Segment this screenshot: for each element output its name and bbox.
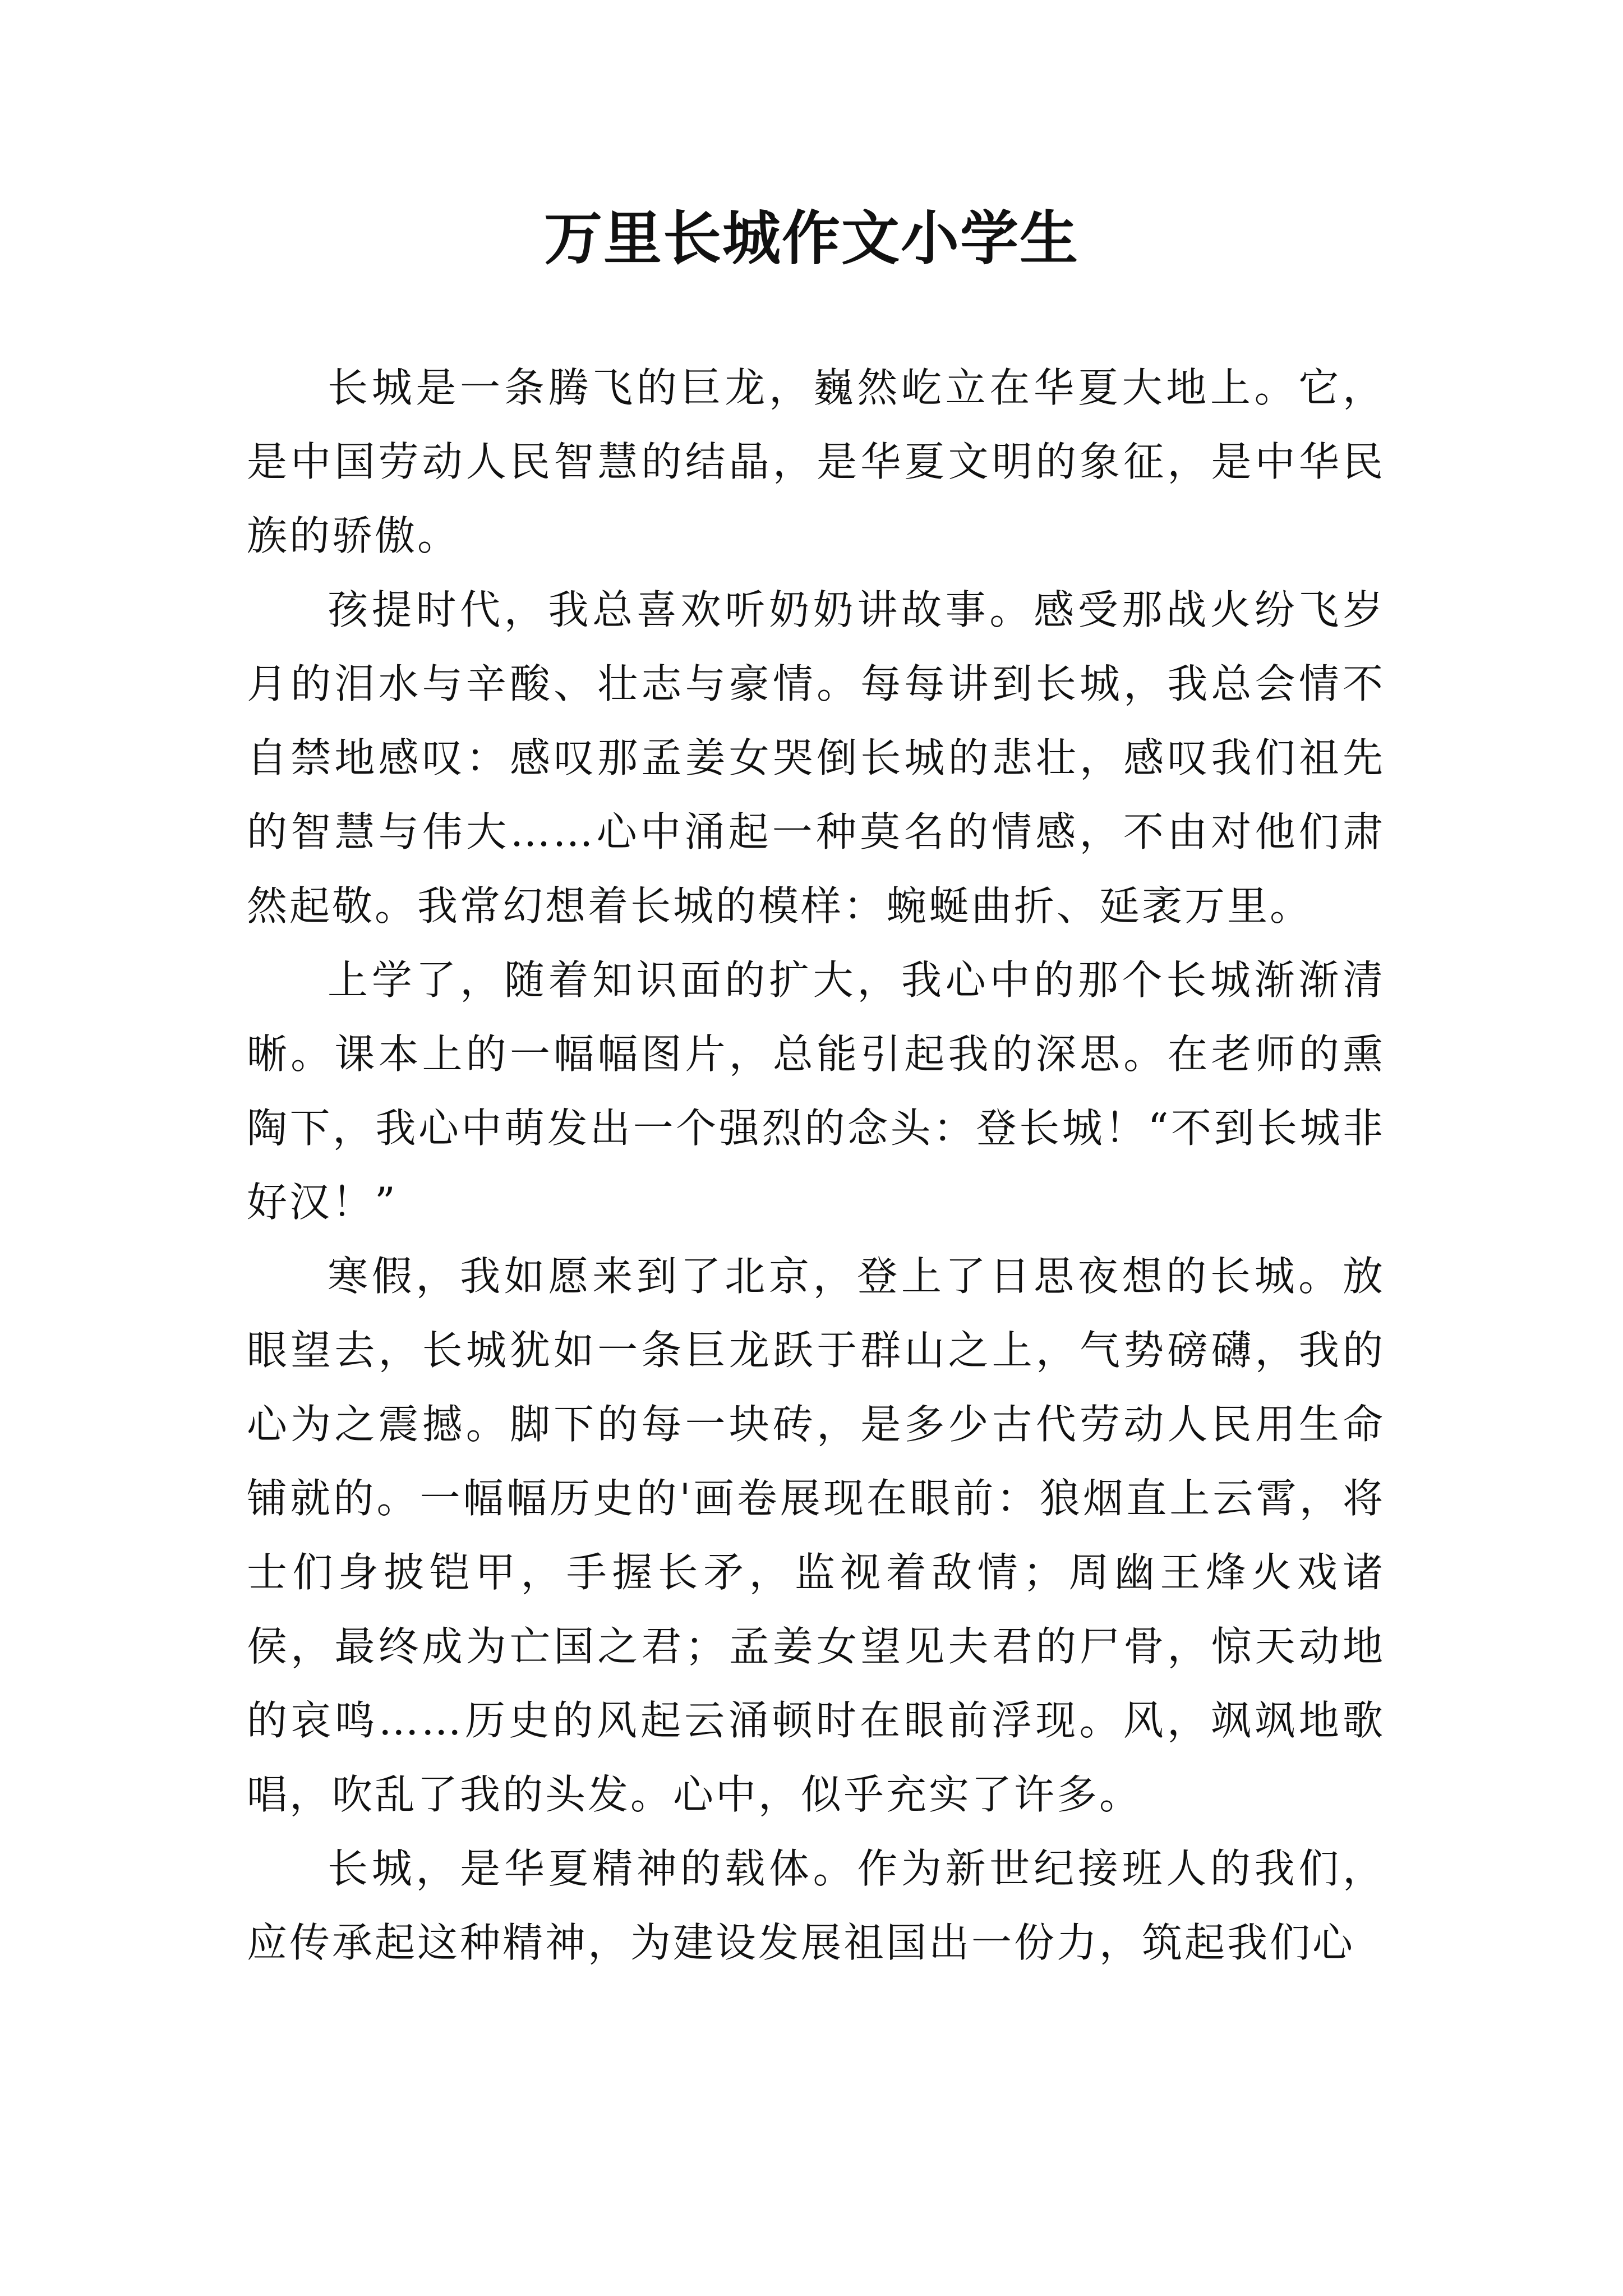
document-body — [247, 351, 1385, 1980]
paragraph: 寒假，我如愿来到了北京，登上了日思夜想的长城。放眼望去，长城犹如一条巨龙跃于群山之上，气势磅礴，我的心为之震撼。脚下的每一块砖，是多少古代劳动人民用生命铺就的。一幅幅历史的'画卷展现在眼前：狼烟直上云霄，将士们身披铠甲，手握长矛，监视着敌情；周幽王烽火戏诸侯，最终成为亡国之君；孟姜女望见夫君的尸骨，惊天动地的哀鸣……历史的风起云涌顿时在眼前浮现。风，飒飒地歌唱，吹乱了我的头发。心中，似乎充实了许多。 — [247, 1253, 1385, 1818]
paragraph: 孩提时代，我总喜欢听奶奶讲故事。感受那战火纷飞岁月的泪水与辛酸、壮志与豪情。每每讲到长城，我总会情不自禁地感叹：感叹那孟姜女哭倒长城的悲壮，感叹我们祖先的智慧与伟大……心中涌起一种莫名的情感，不由对他们肃然起敬。我常幻想着长城的模样：蜿蜒曲折、延袤万里。 — [247, 586, 1385, 930]
document-title: 万里长城作文小学生 — [543, 204, 1079, 273]
paragraph: 上学了，随着知识面的扩大，我心中的那个长城渐渐清晰。课本上的一幅幅图片，总能引起我的深思。在老师的熏陶下，我心中萌发出一个强烈的念头：登长城！“不到长城非好汉！” — [247, 956, 1385, 1226]
paragraph: 长城，是华夏精神的载体。作为新世纪接班人的我们，应传承起这种精神，为建设发展祖国出一份力，筑起我们心 — [247, 1845, 1385, 1966]
paragraph: 长城是一条腾飞的巨龙，巍然屹立在华夏大地上。它，是中国劳动人民智慧的结晶，是华夏文明的象征，是中华民族的骄傲。 — [247, 364, 1385, 559]
